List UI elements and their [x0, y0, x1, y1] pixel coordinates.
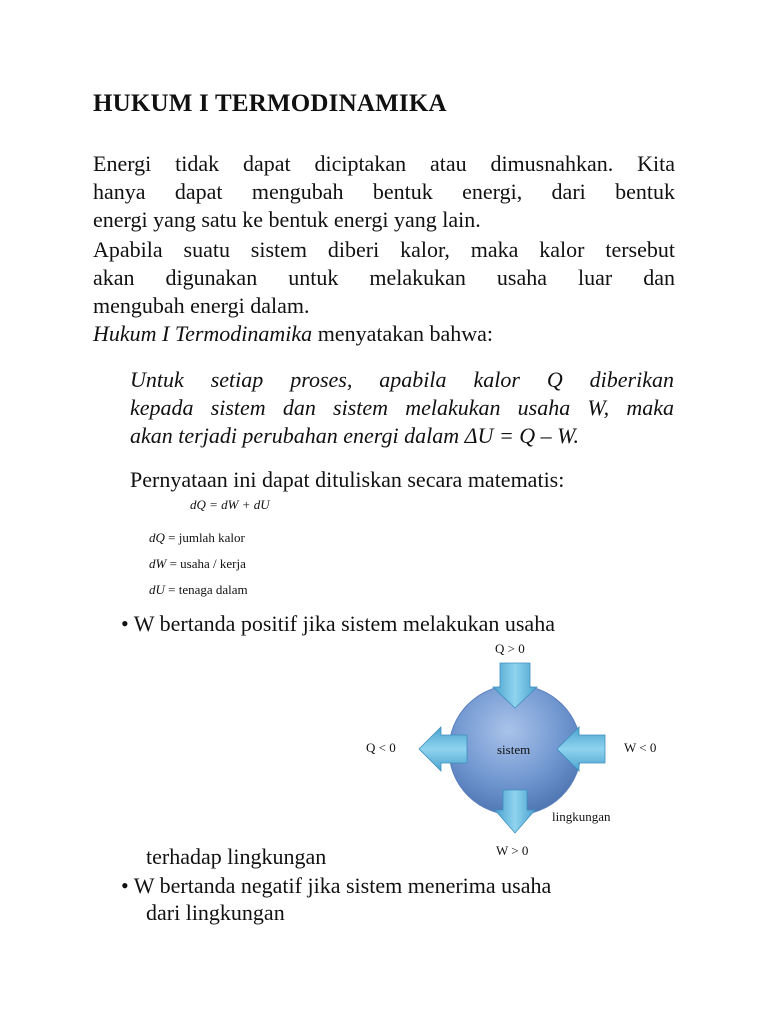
law-name: Hukum I Termodinamika	[93, 321, 313, 346]
page-title: HUKUM I TERMODINAMIKA	[93, 90, 447, 117]
label-lingkungan: lingkungan	[552, 809, 611, 824]
bullet-positive-w-continuation: terhadap lingkungan	[146, 844, 327, 869]
definition-dw	[149, 556, 246, 572]
law-quote	[130, 366, 674, 450]
paragraph-line: Energi tidak dapat diciptakan atau dimusnahkan. Kita	[93, 151, 675, 176]
label-w-positive: W > 0	[496, 843, 529, 858]
quote-line: akan terjadi perubahan energi dalam ΔU = Q – W.	[130, 423, 579, 448]
energy-flow-diagram	[355, 635, 685, 865]
formula: dQ = dW + dU	[190, 497, 270, 512]
paragraph-math: Pernyataan ini dapat dituliskan secara matematis:	[130, 467, 565, 492]
label-q-negative: Q < 0	[366, 740, 396, 755]
paragraph-line: energi yang satu ke bentuk energi yang lain.	[93, 207, 481, 232]
paragraph-law-statement	[93, 320, 675, 348]
paragraph-line: hanya dapat mengubah bentuk energi, dari bentuk	[93, 179, 675, 204]
paragraph-line: akan digunakan untuk melakukan usaha luar dan	[93, 265, 675, 290]
quote-line: Untuk setiap proses, apabila kalor Q diberikan	[130, 367, 674, 392]
label-w-negative: W < 0	[624, 740, 657, 755]
label-q-positive: Q > 0	[495, 641, 525, 656]
definition-text: = tenaga dalam	[164, 582, 248, 597]
bullet-negative-w-continuation: dari lingkungan	[146, 900, 285, 925]
bullet-positive-w: • W bertanda positif jika sistem melakukan usaha	[121, 611, 555, 636]
label-sistem: sistem	[497, 742, 531, 757]
definition-symbol: dW	[149, 556, 167, 571]
definition-symbol: dU	[149, 582, 165, 597]
definition-text: = jumlah kalor	[164, 530, 245, 545]
paragraph-heat	[93, 236, 675, 320]
definition-text: = usaha / kerja	[166, 556, 246, 571]
definition-dq	[149, 530, 245, 546]
definition-symbol: dQ	[149, 530, 165, 545]
definition-du	[149, 582, 248, 598]
law-statement-rest: menyatakan bahwa:	[312, 321, 493, 346]
paragraph-line: Apabila suatu sistem diberi kalor, maka kalor tersebut	[93, 237, 675, 262]
paragraph-line: mengubah energi dalam.	[93, 293, 310, 318]
quote-line: kepada sistem dan sistem melakukan usaha W, maka	[130, 395, 674, 420]
bullet-negative-w: • W bertanda negatif jika sistem menerima usaha	[121, 873, 552, 898]
paragraph-intro	[93, 150, 675, 234]
